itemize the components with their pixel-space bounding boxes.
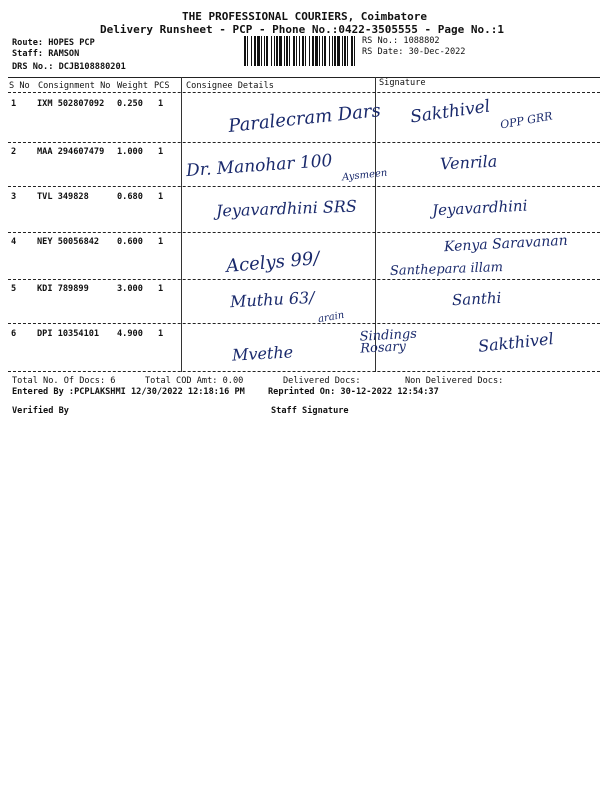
- row-divider: [8, 142, 600, 143]
- handwritten-signature: Santhi: [451, 288, 502, 310]
- col-consignee-header: Consignee Details: [186, 81, 274, 91]
- row-divider: [8, 186, 600, 187]
- company-title: THE PROFESSIONAL COURIERS, Coimbatore: [182, 10, 428, 23]
- table-bottom-border: [8, 371, 600, 372]
- non-delivered-docs: Non Delivered Docs:: [405, 376, 504, 386]
- row-weight: 1.000: [117, 147, 143, 157]
- row-pcs: 1: [158, 284, 164, 294]
- row-consignment: KDI 789899: [37, 284, 89, 294]
- handwritten-consignee: Acelys 99/: [225, 247, 321, 278]
- col-weight-header: Weight: [117, 81, 149, 91]
- row-consignment: NEY 50056842: [37, 237, 100, 247]
- row-divider: [8, 232, 600, 233]
- handwritten-signature: Kenya Saravanan: [443, 232, 569, 256]
- handwritten-consignee: Jeyavardhini SRS: [215, 196, 358, 221]
- row-pcs: 1: [158, 147, 164, 157]
- staff-label: Staff: RAMSON: [12, 49, 80, 59]
- rs-number: RS No.: 1088802: [362, 36, 440, 46]
- runsheet-subtitle: Delivery Runsheet - PCP - Phone No.:0422-3505555 - Page No.:1: [100, 23, 504, 36]
- row-weight: 0.680: [117, 192, 143, 202]
- row-sno: 6: [11, 329, 17, 339]
- total-cod-amount: Total COD Amt: 0.00: [145, 376, 244, 386]
- row-pcs: 1: [158, 192, 164, 202]
- row-weight: 0.250: [117, 99, 143, 109]
- handwritten-note: Sindings Rosary: [359, 326, 418, 357]
- handwritten-consignee: Mvethe: [231, 342, 294, 365]
- route-label: Route: HOPES PCP: [12, 38, 95, 48]
- entered-by: Entered By :PCPLAKSHMI 12/30/2022 12:18:16 PM: [12, 387, 245, 397]
- row-weight: 0.600: [117, 237, 143, 247]
- col-sno-header: S No: [9, 81, 30, 91]
- delivered-docs: Delivered Docs:: [283, 376, 361, 386]
- row-pcs: 1: [158, 237, 164, 247]
- barcode: [243, 36, 357, 66]
- drs-number: DRS No.: DCJB108880201: [12, 62, 126, 72]
- row-divider: [8, 323, 600, 324]
- col-signature-header: Signature: [379, 78, 426, 88]
- handwritten-signature: Venrila: [439, 151, 498, 174]
- total-docs: Total No. Of Docs: 6: [12, 376, 116, 386]
- row-pcs: 1: [158, 99, 164, 109]
- handwritten-signature: Sakthivel: [477, 329, 555, 356]
- row-pcs: 1: [158, 329, 164, 339]
- header-divider: [8, 92, 600, 93]
- row-sno: 2: [11, 147, 17, 157]
- handwritten-note: Aysmeen: [341, 167, 388, 184]
- row-sno: 5: [11, 284, 17, 294]
- row-weight: 4.900: [117, 329, 143, 339]
- row-sno: 4: [11, 237, 17, 247]
- handwritten-signature: Sakthivel: [408, 96, 492, 128]
- staff-signature-label: Staff Signature: [271, 406, 349, 416]
- row-consignment: DPI 10354101: [37, 329, 100, 339]
- row-divider: [8, 279, 600, 280]
- col-consignment-header: Consignment No: [38, 81, 111, 91]
- row-consignment: TVL 349828: [37, 192, 89, 202]
- row-weight: 3.000: [117, 284, 143, 294]
- handwritten-consignee: Dr. Manohar 100: [185, 150, 334, 182]
- row-sno: 1: [11, 99, 17, 109]
- handwritten-note: Santhepara illam: [389, 260, 504, 279]
- row-consignment: MAA 294607479: [37, 147, 105, 157]
- rs-date: RS Date: 30-Dec-2022: [362, 47, 466, 57]
- handwritten-note: arain: [317, 309, 346, 326]
- row-sno: 3: [11, 192, 17, 202]
- handwritten-signature: Jeyavardhini: [431, 196, 528, 220]
- handwritten-consignee: Muthu 63/: [229, 287, 316, 312]
- table-top-border: [8, 77, 600, 78]
- column-divider: [181, 77, 182, 372]
- handwritten-note: OPP GRR: [499, 109, 554, 132]
- verified-by-label: Verified By: [12, 406, 69, 416]
- row-consignment: IXM 502807092: [37, 99, 105, 109]
- reprinted-on: Reprinted On: 30-12-2022 12:54:37: [268, 387, 439, 397]
- handwritten-consignee: Paralecram Dars: [227, 100, 382, 137]
- col-pcs-header: PCS: [154, 81, 170, 91]
